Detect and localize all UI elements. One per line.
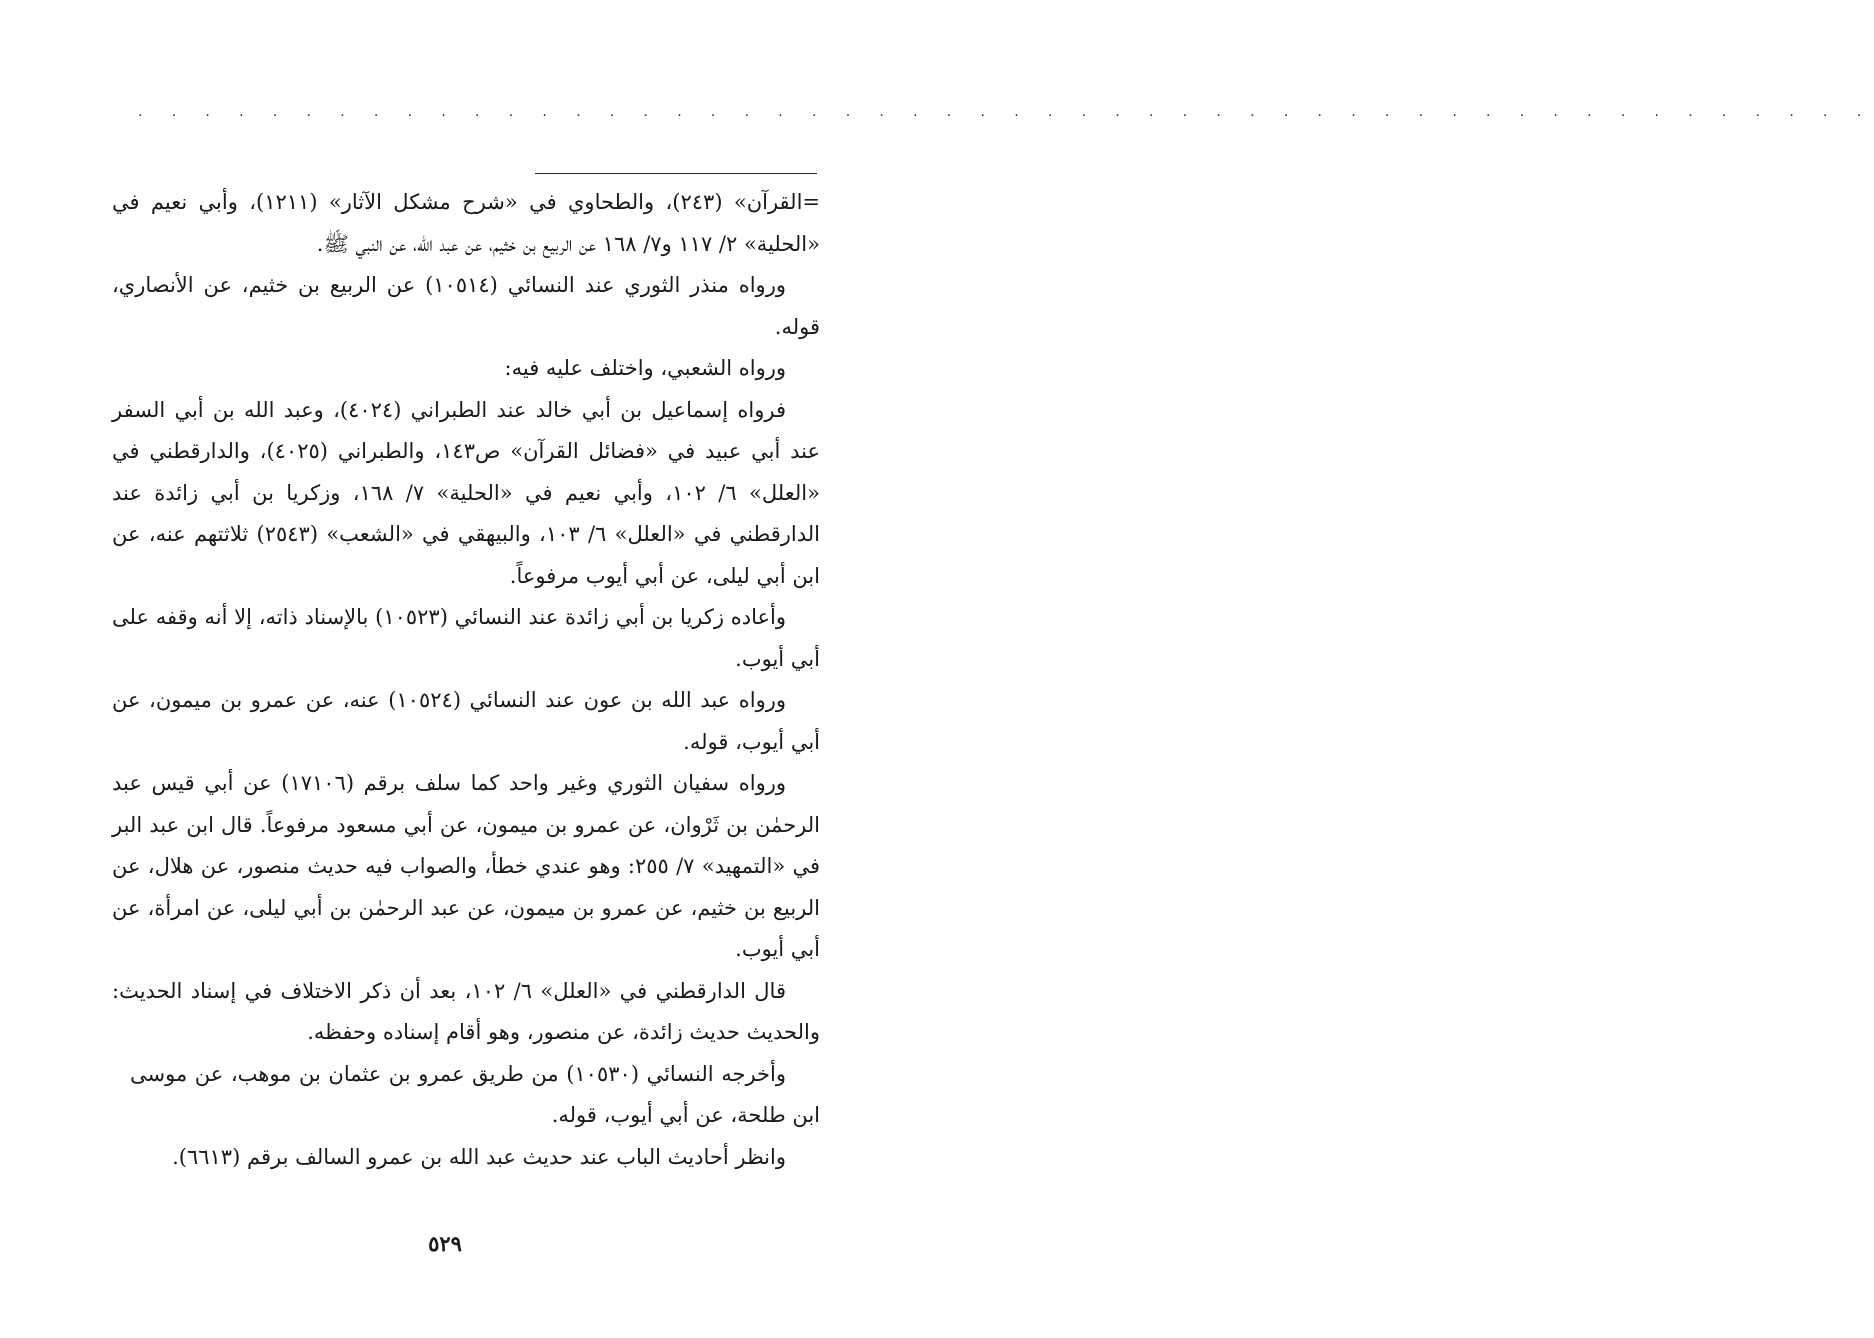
footnote-paragraph: وأخرجه النسائي (١٠٥٣٠) من طريق عمرو بن عثمان بن موهب، عن موسى ابن طلحة، عن أبي أيوب، قوله.: [130, 1061, 820, 1127]
footnote-block: [112, 182, 820, 1178]
footnote-paragraph: ورواه الشعبي، واختلف عليه فيه:: [504, 356, 786, 380]
footnote-paragraph: ورواه عبد الله بن عون عند النسائي (١٠٥٢٤) عنه، عن عمرو بن ميمون، عن أبي أيوب، قوله.: [112, 688, 820, 754]
footnote-paragraph-continuation: =القرآن» (٢٤٣)، والطحاوي في «شرح مشكل الآثار» (١٢١١)، وأبي نعيم في «الحلية» ٢/ ١١٧ و٧/ ١٦٨ عن الربيع بن خثيم، عن عبد الله، عن النبي ﷺ.: [112, 190, 821, 256]
footnote-paragraph: ورواه منذر الثوري عند النسائي (١٠٥١٤) عن الربيع بن خثيم، عن الأنصاري، قوله.: [112, 273, 820, 339]
footnote-paragraph: قال الدارقطني في «العلل» ٦/ ١٠٢، بعد أن ذكر الاختلاف في إسناد الحديث: والحديث حديث زائدة، عن منصور، وهو أقام إسناده وحفظه.: [112, 978, 820, 1044]
header-dotted-separator: . . . . . . . . . . . . . . . . . . . . . . . . . . . . . . . . . . . . . . . . . . . . . . . . . . . .: [138, 104, 1874, 120]
footnote-paragraph: وأعاده زكريا بن أبي زائدة عند النسائي (١٠٥٢٣) بالإسناد ذاته، إلا أنه وقفه على أبي أيوب.: [112, 605, 820, 671]
footnote-paragraph: فرواه إسماعيل بن أبي خالد عند الطبراني (٤٠٢٤)، وعبد الله بن أبي السفر عند أبي عبيد في «فضائل القرآن» ص١٤٣، والطبراني (٤٠٢٥)، والدارقطني في «العلل» ٦/ ١٠٢، وأبي نعيم في «الحلية» ٧/ ١٦٨، وزكريا بن أبي زائدة عند الدارقطني في «العلل» ٦/ ١٠٣، والبيهقي في «الشعب» (٢٥٤٣) ثلاثتهم عنه، عن ابن أبي ليلى، عن أبي أيوب مرفوعاً.: [112, 397, 821, 588]
page-number: ٥٢٩: [428, 1231, 462, 1256]
footnote-paragraph: وانظر أحاديث الباب عند حديث عبد الله بن عمرو السالف برقم (٦٦١٣).: [172, 1144, 786, 1169]
footnote-separator-rule: [535, 173, 817, 174]
footnote-paragraph: ورواه سفيان الثوري وغير واحد كما سلف برقم (١٧١٠٦) عن أبي قيس عبد الرحمٰن بن ثَرْوان، عن عمرو بن ميمون، عن أبي مسعود مرفوعاً. قال ابن عبد البر في «التمهيد» ٧/ ٢٥٥: وهو عندي خطأ، والصواب فيه حديث منصور، عن هلال، عن الربيع بن خثيم، عن عمرو بن ميمون، عن عبد الرحمٰن بن أبي ليلى، عن امرأة، عن أبي أيوب.: [112, 771, 820, 961]
